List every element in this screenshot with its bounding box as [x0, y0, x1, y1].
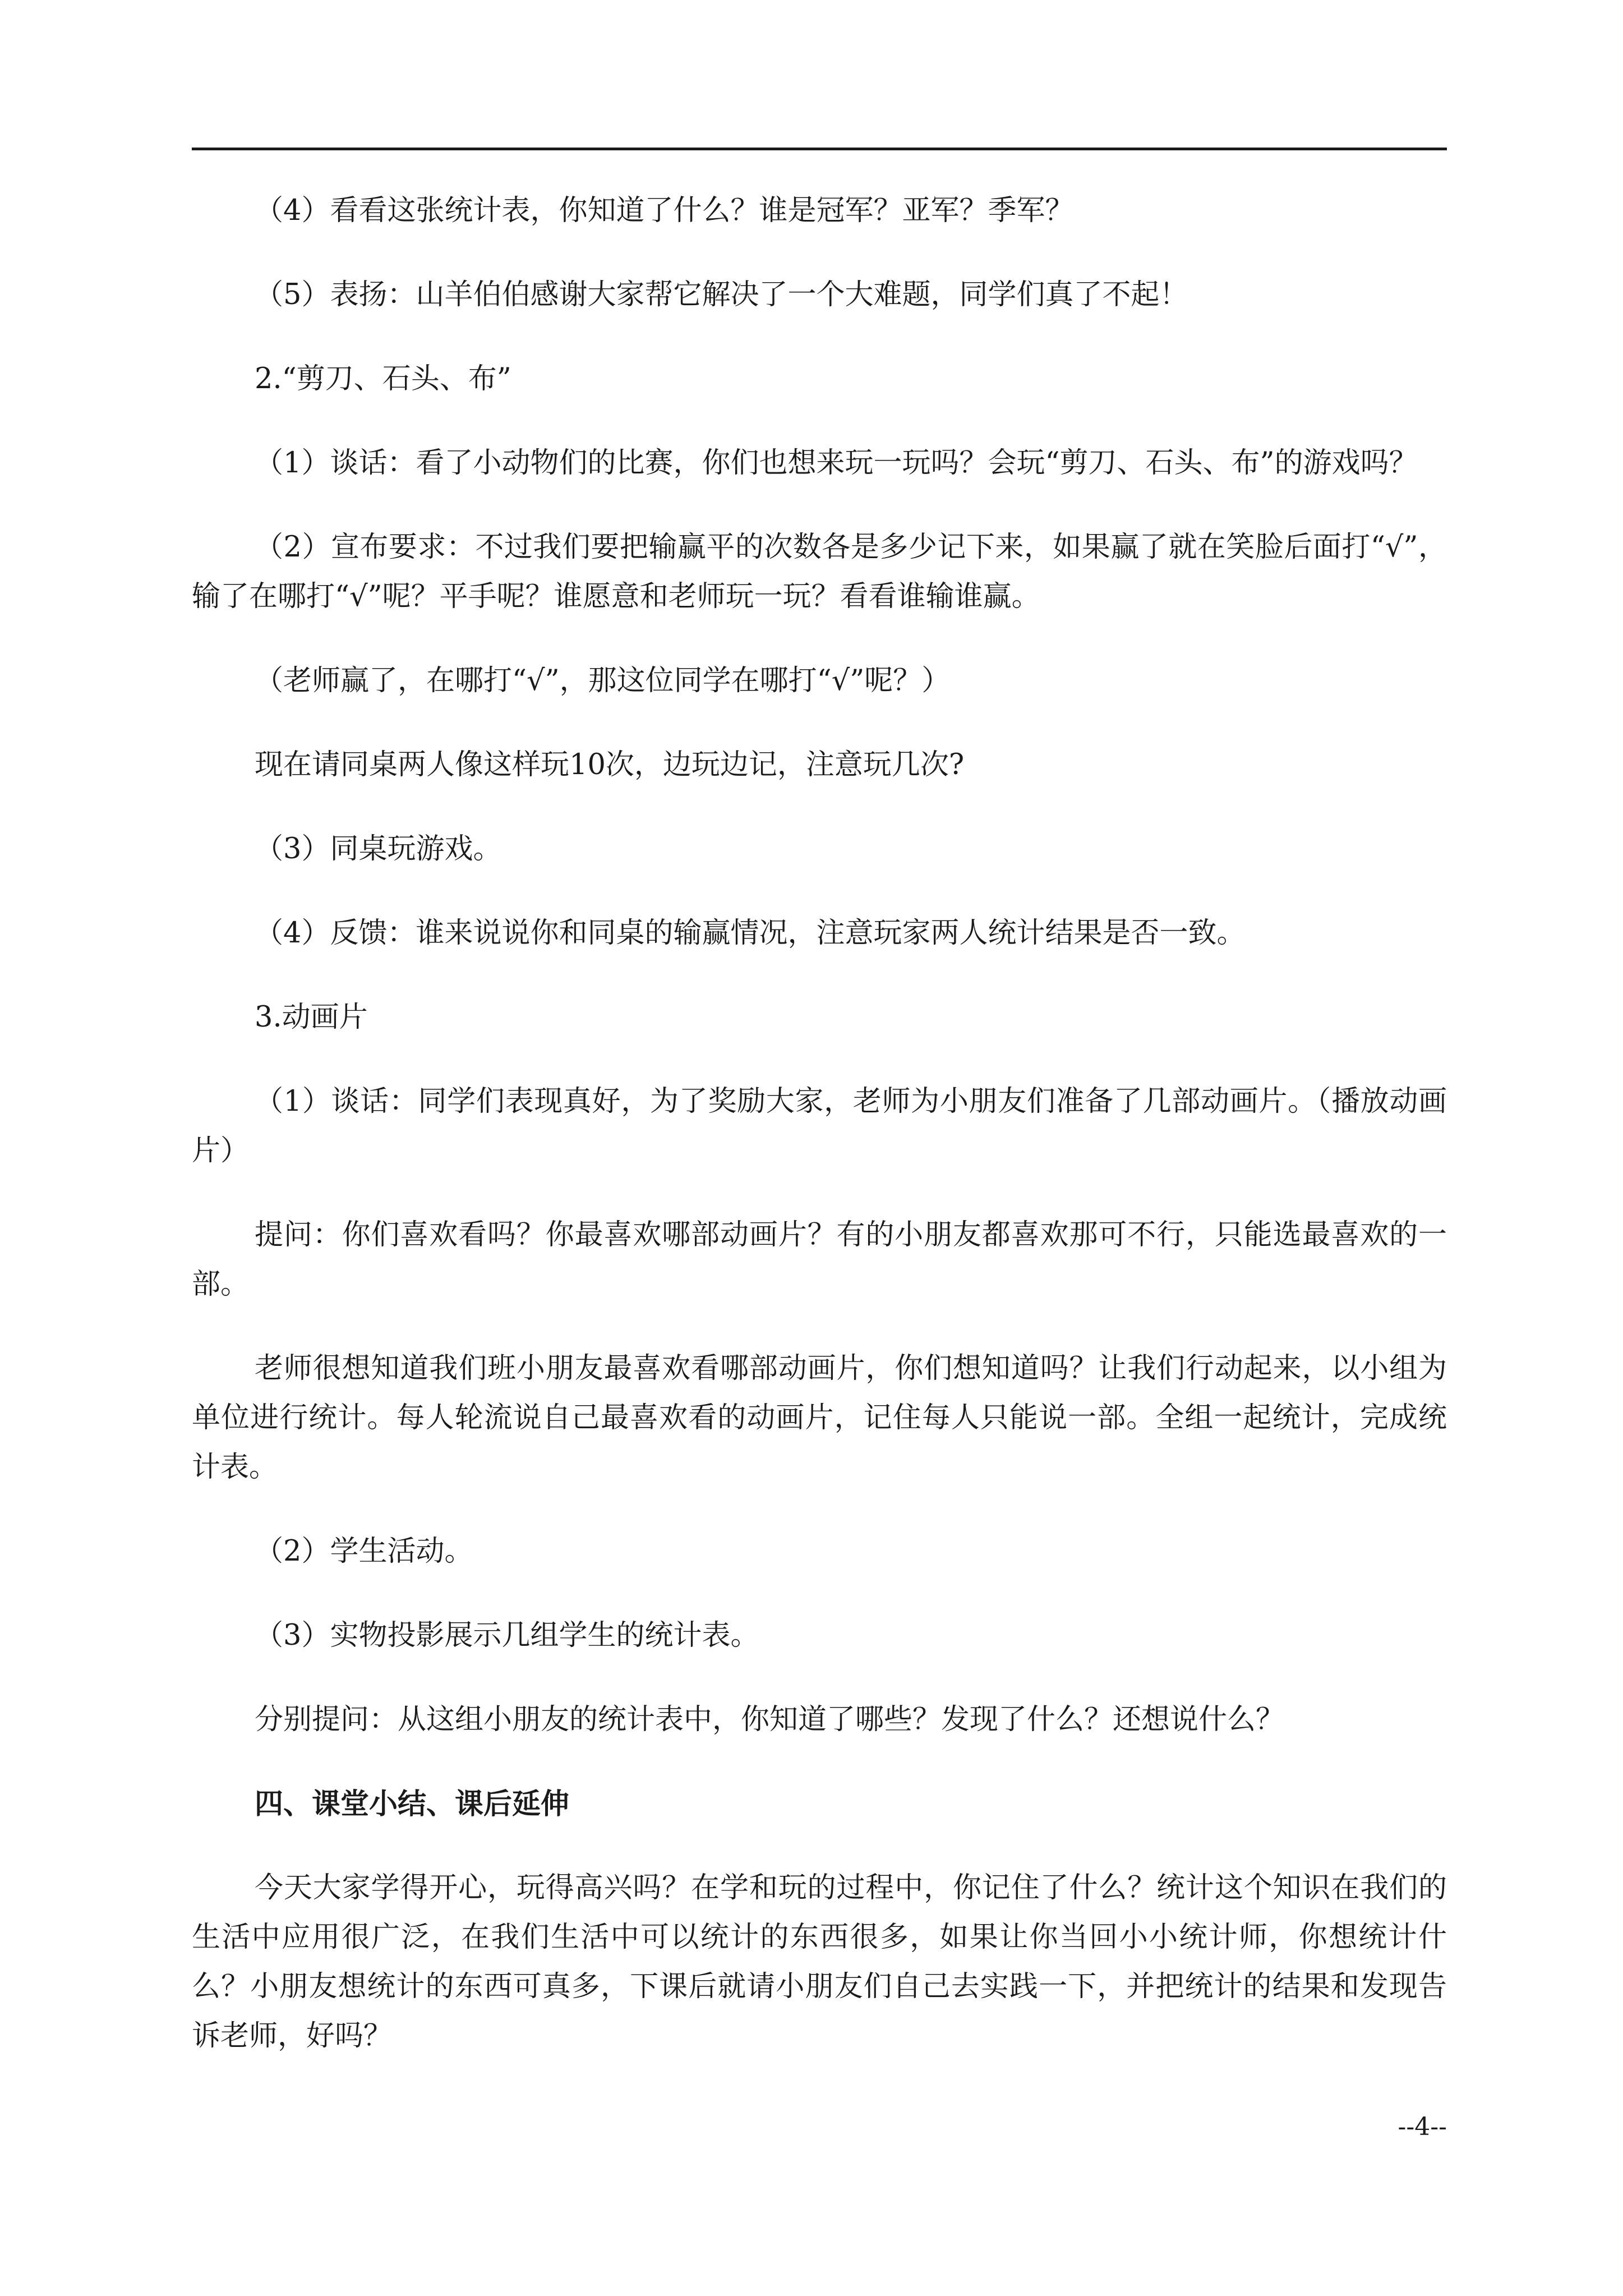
- header-rule: [192, 148, 1447, 150]
- paragraph-1: （4）看看这张统计表，你知道了什么？谁是冠军？亚军？季军？: [255, 194, 1074, 227]
- paragraph-6: （老师赢了，在哪打“√”，那这位同学在哪打“√”呢？）: [255, 664, 951, 697]
- paragraph-2: （5）表扬：山羊伯伯感谢大家帮它解决了一个大难题，同学们真了不起！: [255, 278, 1188, 311]
- document-body: [192, 186, 1447, 2061]
- paragraph-13: 老师很想知道我们班小朋友最喜欢看哪部动画片，你们想知道吗？让我们行动起来，以小组为单位进行统计。每人轮流说自己最喜欢看的动画片，记住每人只能说一部。全组一起统计，完成统计表。: [192, 1352, 1447, 1484]
- paragraph-7: 现在请同桌两人像这样玩10次，边玩边记，注意玩几次?: [255, 748, 965, 781]
- paragraph-5: （2）宣布要求：不过我们要把输赢平的次数各是多少记下来，如果赢了就在笑脸后面打“√”，输了在哪打“√”呢？平手呢？谁愿意和老师玩一玩？看看谁输谁赢。: [192, 531, 1447, 613]
- paragraph-10: 3.动画片: [255, 1001, 368, 1034]
- paragraph-11: （1）谈话：同学们表现真好，为了奖励大家，老师为小朋友们准备了几部动画片。（播放动画片）: [192, 1085, 1447, 1167]
- paragraph-3: 2.“剪刀、石头、布”: [255, 362, 511, 395]
- paragraph-9: （4）反馈：谁来说说你和同桌的输赢情况，注意玩家两人统计结果是否一致。: [255, 917, 1246, 950]
- paragraph-12: 提问：你们喜欢看吗？你最喜欢哪部动画片？有的小朋友都喜欢那可不行，只能选最喜欢的一部。: [192, 1218, 1447, 1301]
- page-number: --4--: [1398, 2113, 1447, 2141]
- section-heading: 四、课堂小结、课后延伸: [255, 1787, 570, 1821]
- paragraph-8: （3）同桌玩游戏。: [255, 832, 502, 866]
- paragraph-15: （3）实物投影展示几组学生的统计表。: [255, 1619, 759, 1652]
- paragraph-16: 分别提问：从这组小朋友的统计表中，你知道了哪些？发现了什么？还想说什么？: [255, 1703, 1285, 1736]
- paragraph-14: （2）学生活动。: [255, 1535, 473, 1568]
- paragraph-4: （1）谈话：看了小动物们的比赛，你们也想来玩一玩吗？会玩“剪刀、石头、布”的游戏吗？: [255, 447, 1418, 480]
- paragraph-18: 今天大家学得开心，玩得高兴吗？在学和玩的过程中，你记住了什么？统计这个知识在我们的生活中应用很广泛，在我们生活中可以统计的东西很多，如果让你当回小小统计师，你想统计什么？小朋友想统计的东西可真多，下课后就请小朋友们自己去实践一下，并把统计的结果和发现告诉老师，好吗？: [192, 1871, 1447, 2053]
